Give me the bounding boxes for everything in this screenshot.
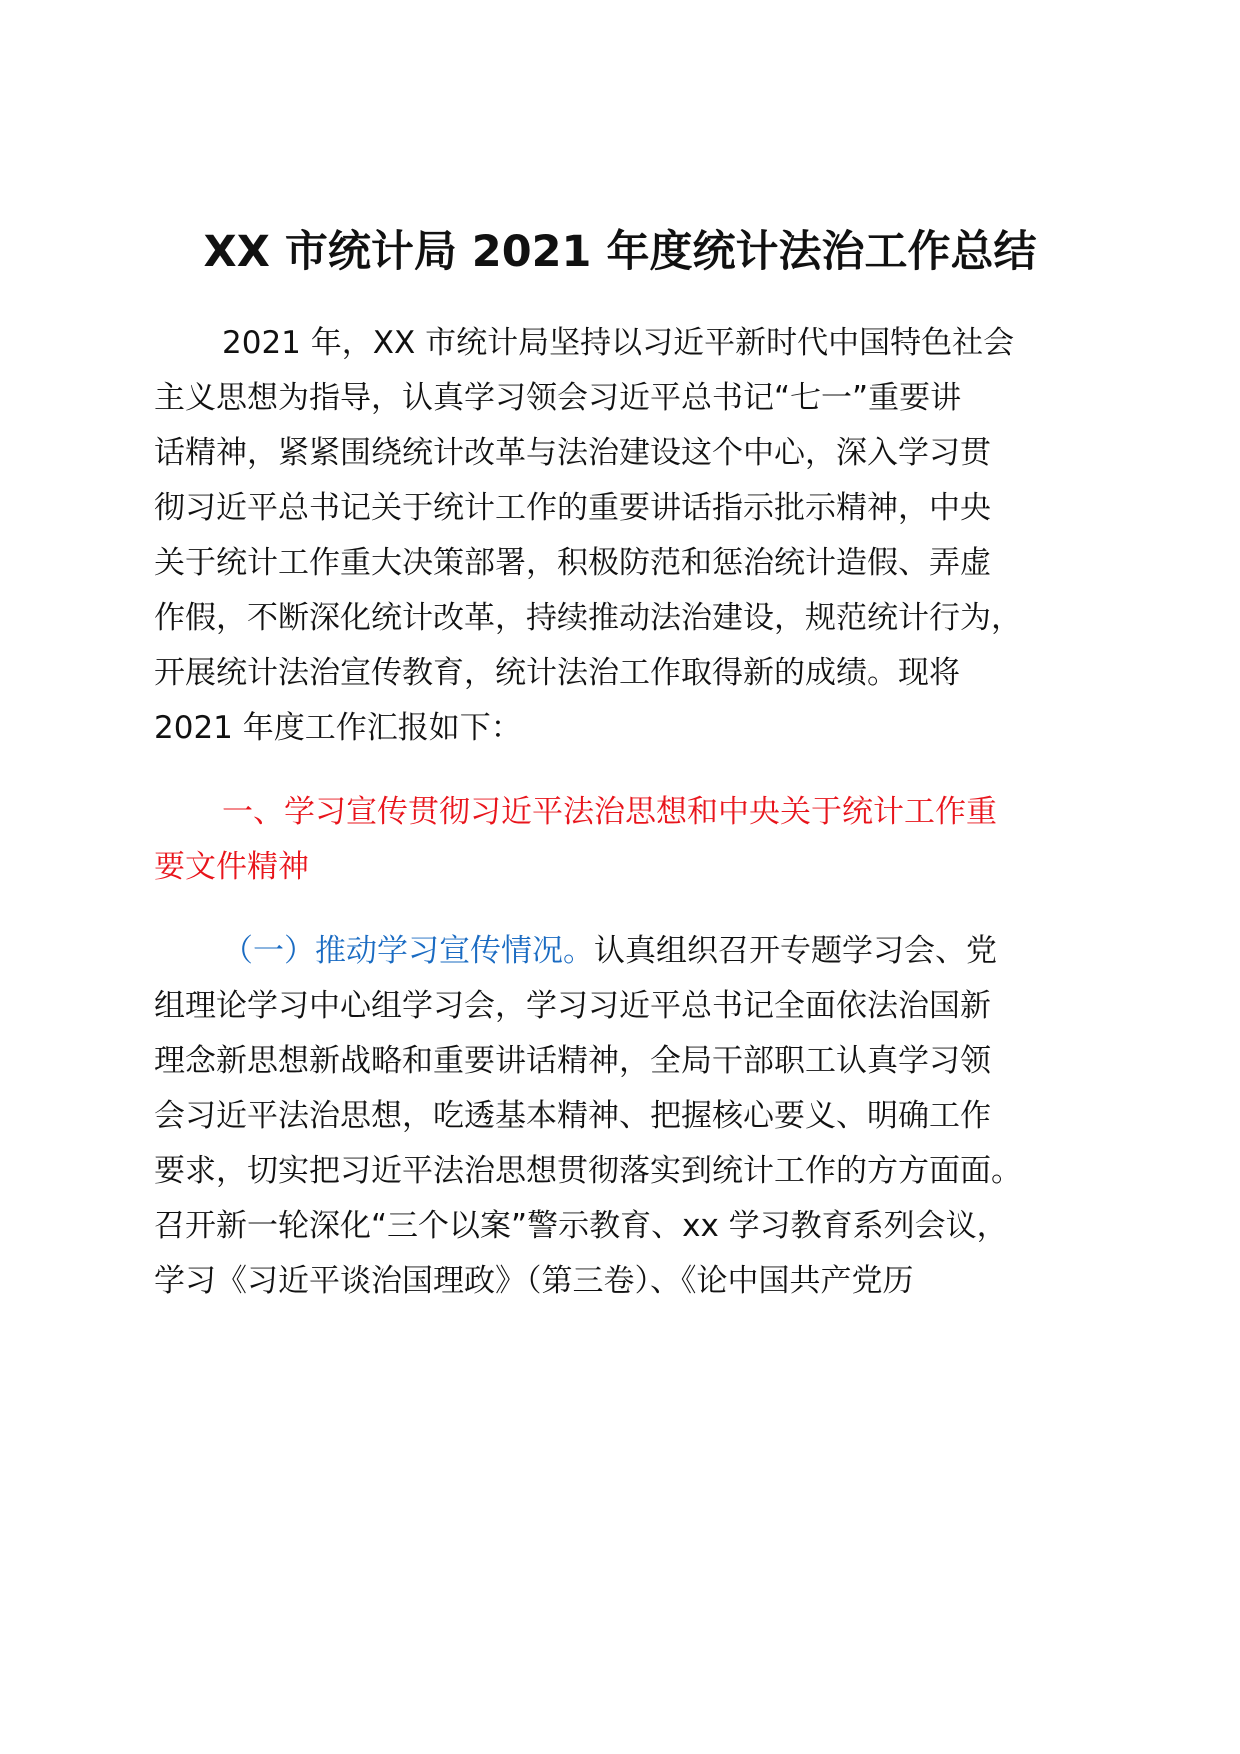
section-heading-line: 一、学习宣传贯彻习近平法治思想和中央关于统计工作重 — [222, 794, 997, 830]
subsection-line: 学习《习近平谈治国理政》（第三卷）、《论中国共产党历 — [154, 1263, 914, 1299]
intro-line: 彻习近平总书记关于统计工作的重要讲话指示批示精神，中央 — [154, 490, 991, 526]
intro-line: 开展统计法治宣传教育，统计法治工作取得新的成绩。现将 — [154, 655, 960, 691]
subsection-first-line-text: 认真组织召开专题学习会、党 — [594, 933, 997, 969]
subsection-first-line — [222, 929, 997, 973]
intro-line: 主义思想为指导，认真学习领会习近平总书记“七一”重要讲 — [154, 380, 962, 416]
subsection-label: （一）推动学习宣传情况。 — [222, 933, 594, 969]
subsection-line: 要求，切实把习近平法治思想贯彻落实到统计工作的方方面面。 — [154, 1153, 1022, 1189]
subsection-line: 会习近平法治思想，吃透基本精神、把握核心要义、明确工作 — [154, 1098, 991, 1134]
subsection-line: 理念新思想新战略和重要讲话精神，全局干部职工认真学习领 — [154, 1043, 991, 1079]
intro-line: 关于统计工作重大决策部署，积极防范和惩治统计造假、弄虚 — [154, 545, 991, 581]
document-title: XX 市统计局 2021 年度统计法治工作总结 — [203, 227, 1037, 277]
intro-line: 话精神，紧紧围绕统计改革与法治建设这个中心，深入学习贯 — [154, 435, 991, 471]
intro-line: 作假，不断深化统计改革，持续推动法治建设，规范统计行为， — [154, 600, 1022, 636]
intro-line: 2021 年，XX 市统计局坚持以习近平新时代中国特色社会 — [222, 325, 1015, 361]
subsection-line: 召开新一轮深化“三个以案”警示教育、xx 学习教育系列会议， — [154, 1208, 1008, 1244]
section-heading-line: 要文件精神 — [154, 849, 309, 885]
subsection-line: 组理论学习中心组学习会，学习习近平总书记全面依法治国新 — [154, 988, 991, 1024]
intro-line: 2021 年度工作汇报如下： — [154, 710, 522, 746]
